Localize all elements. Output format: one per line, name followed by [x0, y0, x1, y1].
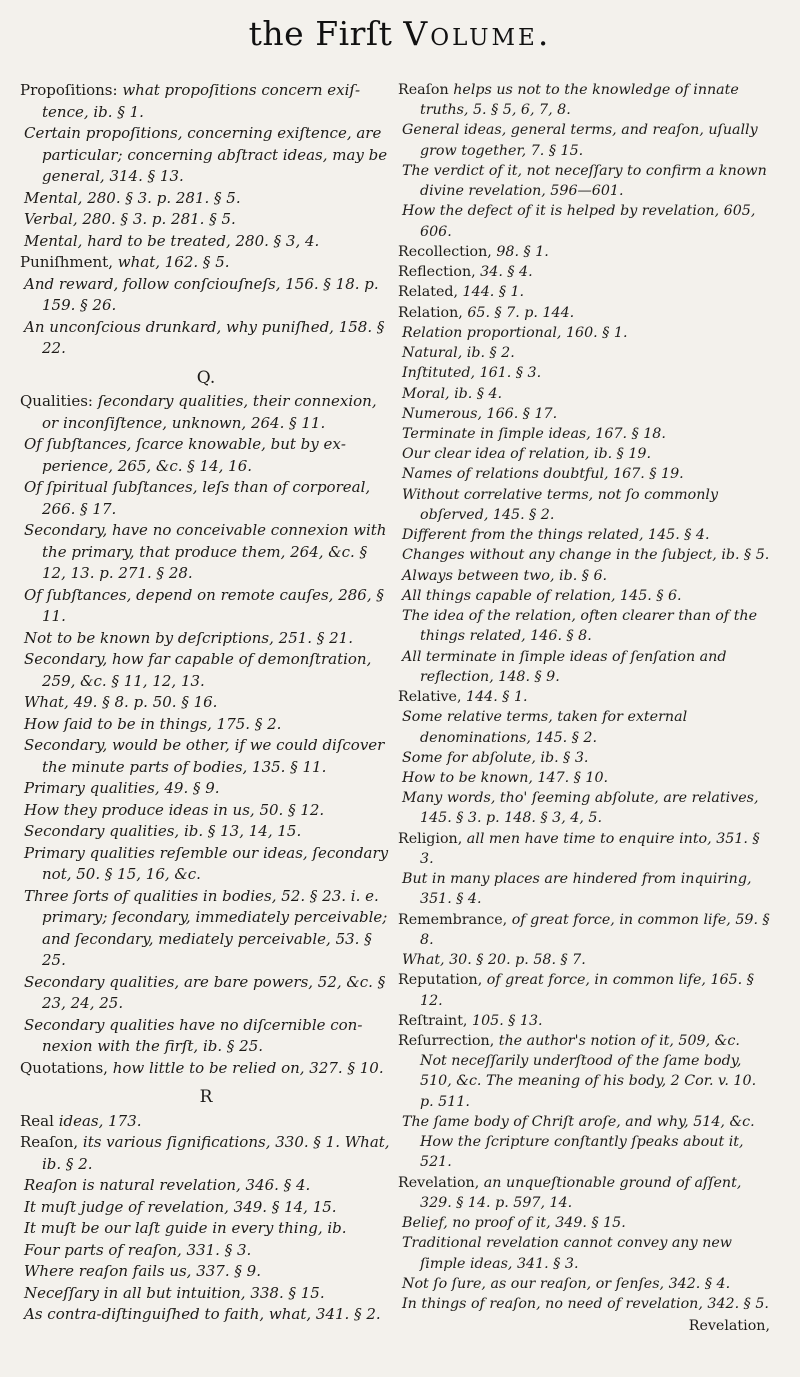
index-entry: [398, 80, 770, 120]
index-entry: [398, 404, 770, 424]
index-entry-text: Mental, hard to be treated, 280. § 3, 4.: [24, 231, 320, 250]
index-group-r-continued: [398, 80, 770, 1314]
index-entry-text: 144. § 1.: [461, 689, 528, 706]
index-entry-text: Traditional revelation cannot convey any new ſimple ideas, 341. § 3.: [402, 1235, 732, 1272]
index-entry-text: What, 49. § 8. p. 50. § 16.: [24, 693, 218, 711]
index-entry: [20, 391, 392, 434]
index-entry-text: what, 162. § 5.: [112, 253, 230, 271]
index-headword: Reſurrection,: [398, 1033, 495, 1050]
index-entry: [20, 209, 392, 231]
index-entry: [398, 829, 770, 869]
index-entry-text: Where reaſon fails us, 337. § 9.: [24, 1262, 261, 1280]
index-entry-text: An unconſcious drunkard, why puniſhed, 158. § 22.: [24, 317, 385, 357]
index-entry: [398, 424, 770, 444]
index-entry: [20, 714, 392, 736]
index-entry-text: Primary qualities reſemble our ideas, ſecondary not, 50. § 15, 16, &c.: [24, 843, 389, 883]
index-entry: [398, 1213, 770, 1233]
index-entry: [20, 1240, 392, 1262]
index-entry-text: 65. § 7. p. 144.: [462, 304, 575, 321]
index-entry: [20, 477, 392, 520]
index-headword: Recollection,: [398, 243, 492, 260]
index-entry: [398, 910, 770, 950]
index-headword: Relation,: [398, 304, 463, 321]
index-entry-text: its various ſignifications, 330. § 1. What, ib. § 2.: [42, 1133, 390, 1173]
index-entry-text: ſecondary qualities, their connexion, or inconſiſtence, unknown, 264. § 11.: [42, 392, 377, 432]
index-entry: [398, 363, 770, 383]
index-entry-text: Primary qualities, 49. § 9.: [24, 779, 220, 797]
index-headword: Qualities:: [20, 392, 93, 410]
index-entry: [20, 778, 392, 800]
index-entry-text: How to be known, 147. § 10.: [402, 769, 609, 786]
index-entry: [20, 1283, 392, 1305]
running-header: [0, 14, 800, 53]
index-entry: [20, 231, 392, 253]
index-entry-text: How ſaid to be in things, 175. § 2.: [24, 714, 282, 733]
index-entry: [398, 1011, 770, 1031]
index-entry: [20, 649, 392, 692]
index-entry-text: Of ſubſtances, depend on remote cauſes, 286, § 11.: [24, 585, 384, 625]
index-entry: [398, 566, 770, 586]
index-entry-text: Secondary, how far capable of demonſtration, 259, &c. § 11, 12, 13.: [24, 650, 372, 690]
index-entry: [20, 188, 392, 210]
right-column: [398, 80, 770, 1337]
index-entry: [398, 444, 770, 464]
index-entry-text: The ſame body of Chriſt aroſe, and why, 514, &c. How the ſcripture conſtantly ſpeaks about it, 521.: [402, 1113, 755, 1171]
index-headword: Reſtraint,: [398, 1012, 468, 1029]
index-entry: [398, 525, 770, 545]
index-entry: [20, 1175, 392, 1197]
index-entry: [20, 317, 392, 360]
index-entry: [20, 585, 392, 628]
index-headword: Remembrance,: [398, 911, 508, 928]
index-entry-text: all men have time to enquire into, 351. § 3.: [420, 830, 760, 867]
index-entry: [398, 970, 770, 1010]
index-entry-text: General ideas, general terms, and reaſon, uſually grow together, 7. § 15.: [402, 122, 758, 159]
index-entry: [20, 821, 392, 843]
index-entry-text: of great force, in common life, 165. § 12.: [420, 972, 754, 1009]
index-entry-text: How they produce ideas in us, 50. § 12.: [24, 800, 325, 819]
index-entry: [20, 1132, 392, 1175]
index-entry: [20, 735, 392, 778]
index-entry: [398, 1294, 770, 1314]
index-entry-text: of great force, in common life, 59. § 8.: [420, 911, 770, 948]
index-entry: [398, 768, 770, 788]
index-entry-text: the author's notion of it, 509, &c. Not neceſſarily underſtood of the ſame body, 510, &c. The meaning of his body, 2 Cor. v. 10. p. 511.: [420, 1033, 757, 1110]
index-entry-text: Reaſon is natural revelation, 346. § 4.: [24, 1176, 311, 1194]
index-entry: [398, 161, 770, 201]
index-entry: [398, 343, 770, 363]
index-entry: [20, 1015, 392, 1058]
index-entry: [20, 252, 392, 274]
index-headword: Reputation,: [398, 972, 483, 989]
index-headword: Propoſitions:: [20, 81, 118, 99]
index-entry-text: Mental, 280. § 3. p. 281. § 5.: [24, 188, 241, 207]
index-entry: [398, 282, 770, 302]
index-entry: [398, 120, 770, 160]
index-entry: [398, 950, 770, 970]
index-headword: Reaſon: [398, 82, 449, 98]
index-entry-text: In things of reaſon, no need of revelation, 342. § 5.: [402, 1296, 769, 1313]
index-headword: Religion,: [398, 830, 463, 847]
index-entry-text: Belief, no proof of it, 349. § 15.: [402, 1215, 626, 1232]
index-entry: [20, 972, 392, 1015]
index-group-p: [20, 80, 392, 360]
index-headword: Puniſhment,: [20, 253, 113, 271]
index-entry: [20, 520, 392, 585]
index-entry: [20, 1304, 392, 1326]
index-entry-text: Secondary qualities have no diſcernible connexion with the firſt, ib. § 25.: [24, 1015, 363, 1055]
index-headword: Reflection,: [398, 264, 476, 281]
index-entry: [398, 647, 770, 687]
index-entry: [20, 628, 392, 650]
index-entry-text: Three ſorts of qualities in bodies, 52. § 23. i. e. primary; ſecondary, immediately perceivable; and ſecondary, mediately perceivable, 53. § 25.: [24, 886, 388, 969]
index-entry-text: Without correlative terms, not ſo commonly obſerved, 145. § 2.: [402, 486, 719, 523]
index-entry-text: Many words, tho' ſeeming abſolute, are relatives, 145. § 3. p. 148. § 3, 4, 5.: [402, 790, 759, 827]
index-entry-text: ideas, 173.: [53, 1111, 142, 1130]
index-entry: [20, 1058, 392, 1080]
index-entry-text: Four parts of reaſon, 331. § 3.: [24, 1240, 252, 1259]
index-entry-text: Different from the things related, 145. § 4.: [402, 527, 710, 544]
index-entry-text: Secondary, would be other, if we could diſcover the minute parts of bodies, 135. § 11.: [24, 736, 385, 776]
index-entry: [398, 323, 770, 343]
index-entry: [398, 201, 770, 241]
index-group-q: [20, 391, 392, 1079]
index-entry-text: Of ſpiritual ſubſtances, leſs than of corporeal, 266. § 17.: [24, 478, 371, 518]
index-entry-text: Relation proportional, 160. § 1.: [402, 324, 628, 341]
index-entry-text: And reward, follow conſciouſneſs, 156. § 18. p. 159. § 26.: [24, 274, 379, 314]
index-headword: Real: [20, 1111, 54, 1130]
index-entry-text: Inſtituted, 161. § 3.: [402, 365, 542, 382]
index-entry: [398, 788, 770, 828]
index-entry: [398, 262, 770, 282]
section-letter-q: Q.: [196, 367, 216, 388]
index-entry: [20, 80, 392, 123]
left-column: [20, 80, 392, 1326]
index-entry: [398, 748, 770, 768]
index-entry-text: Certain propoſitions, concerning exiſtence, are particular; concerning abſtract ideas, may be general, 314. § 13.: [24, 124, 388, 185]
index-entry: [20, 1218, 392, 1240]
index-entry: [398, 1112, 770, 1173]
index-entry-text: 105. § 13.: [467, 1012, 543, 1029]
index-entry-text: Always between two, ib. § 6.: [402, 567, 608, 584]
index-entry: [20, 1197, 392, 1219]
index-entry-text: Verbal, 280. § 3. p. 281. § 5.: [24, 210, 236, 228]
index-entry: [20, 1111, 392, 1133]
index-headword: Revelation,: [398, 1174, 480, 1191]
index-entry-text: Natural, ib. § 2.: [402, 345, 515, 362]
index-entry-text: 34. § 4.: [475, 264, 533, 281]
index-entry-text: Numerous, 166. § 17.: [402, 405, 558, 422]
index-entry: [398, 545, 770, 565]
header-word: Volume.: [403, 14, 552, 53]
index-entry: [20, 274, 392, 317]
index-entry: [20, 843, 392, 886]
index-entry-text: Neceſſary in all but intuition, 338. § 15.: [24, 1283, 325, 1302]
index-entry-text: What, 30. § 20. p. 58. § 7.: [402, 952, 586, 969]
index-entry-text: Not to be known by deſcriptions, 251. § 21.: [24, 628, 353, 647]
index-entry-text: 98. § 1.: [491, 243, 549, 260]
index-entry-text: All things capable of relation, 145. § 6.: [402, 587, 682, 604]
index-entry: [398, 606, 770, 646]
index-headword: Related,: [398, 284, 459, 301]
index-entry-text: Changes without any change in the ſubject, ib. § 5.: [402, 547, 770, 564]
index-entry: [398, 1233, 770, 1273]
index-group-r: [20, 1111, 392, 1326]
index-entry: [398, 687, 770, 707]
index-entry-text: The verdict of it, not neceſſary to confirm a known divine revelation, 596—601.: [402, 162, 767, 200]
index-entry-text: Of ſubſtances, ſcarce knowable, but by experience, 265, &c. § 14, 16.: [24, 435, 346, 475]
header-prefix: the Firſt: [248, 14, 393, 53]
index-entry-text: It muſt be our laſt guide in every thing, ib.: [24, 1219, 347, 1237]
index-entry: [398, 242, 770, 262]
index-entry: [20, 800, 392, 822]
index-entry-text: Secondary, have no conceivable connexion with the primary, that produce them, 264, &c. § 12, 13. p. 271. § 28.: [24, 521, 387, 582]
index-entry: [398, 1031, 770, 1112]
index-entry-text: The idea of the relation, often clearer than of the things related, 146. § 8.: [402, 608, 758, 645]
index-entry-text: Not ſo ſure, as our reaſon, or ſenſes, 342. § 4.: [402, 1275, 731, 1292]
index-entry-text: Our clear idea of relation, ib. § 19.: [402, 446, 651, 463]
index-entry: [20, 123, 392, 188]
index-entry-text: how little to be relied on, 327. § 10.: [107, 1058, 384, 1077]
index-entry: [398, 303, 770, 323]
index-entry-text: an unqueſtionable ground of aſſent, 329. § 14. p. 597, 14.: [420, 1174, 742, 1211]
index-entry-text: helps us not to the knowledge of innate truths, 5. § 5, 6, 7, 8.: [420, 82, 739, 119]
index-entry: [398, 869, 770, 909]
index-entry: [398, 384, 770, 404]
index-entry-text: As contra-diſtinguiſhed to faith, what, 341. § 2.: [24, 1305, 381, 1323]
index-entry-text: Moral, ib. § 4.: [402, 385, 503, 402]
index-headword: Quotations,: [20, 1058, 108, 1077]
index-entry-text: Secondary qualities, are bare powers, 52, &c. § 23, 24, 25.: [24, 972, 386, 1012]
index-entry-text: But in many places are hindered from inquiring, 351. § 4.: [402, 871, 752, 908]
index-entry: [398, 1173, 770, 1213]
index-entry: [398, 1274, 770, 1294]
index-entry: [20, 434, 392, 477]
index-entry-text: Some relative terms, taken for external denominations, 145. § 2.: [402, 709, 688, 746]
index-entry-text: Names of relations doubtful, 167. § 19.: [402, 466, 684, 483]
index-entry-text: How the defect of it is helped by revelation, 605, 606.: [402, 203, 756, 240]
index-entry: [20, 886, 392, 972]
index-headword: Relative,: [398, 689, 462, 706]
index-entry-text: Terminate in ſimple ideas, 167. § 18.: [402, 425, 666, 442]
index-entry: [398, 485, 770, 525]
index-entry: [398, 586, 770, 606]
catchword: Revelation,: [688, 1318, 770, 1335]
index-entry-text: All terminate in ſimple ideas of ſenſation and reflection, 148. § 9.: [402, 648, 727, 685]
index-entry: [398, 707, 770, 747]
index-entry: [20, 692, 392, 714]
index-entry: [398, 464, 770, 484]
index-entry-text: Some for abſolute, ib. § 3.: [402, 749, 589, 766]
index-entry-text: It muſt judge of revelation, 349. § 14, 15.: [24, 1197, 337, 1216]
index-entry-text: 144. § 1.: [458, 284, 525, 301]
index-entry: [20, 1261, 392, 1283]
index-headword: Reaſon,: [20, 1133, 79, 1151]
section-letter-r: R: [199, 1087, 213, 1107]
index-entry-text: Secondary qualities, ib. § 13, 14, 15.: [24, 822, 302, 840]
index-entry-text: what propoſitions concern exiſtence, ib. § 1.: [42, 81, 361, 121]
